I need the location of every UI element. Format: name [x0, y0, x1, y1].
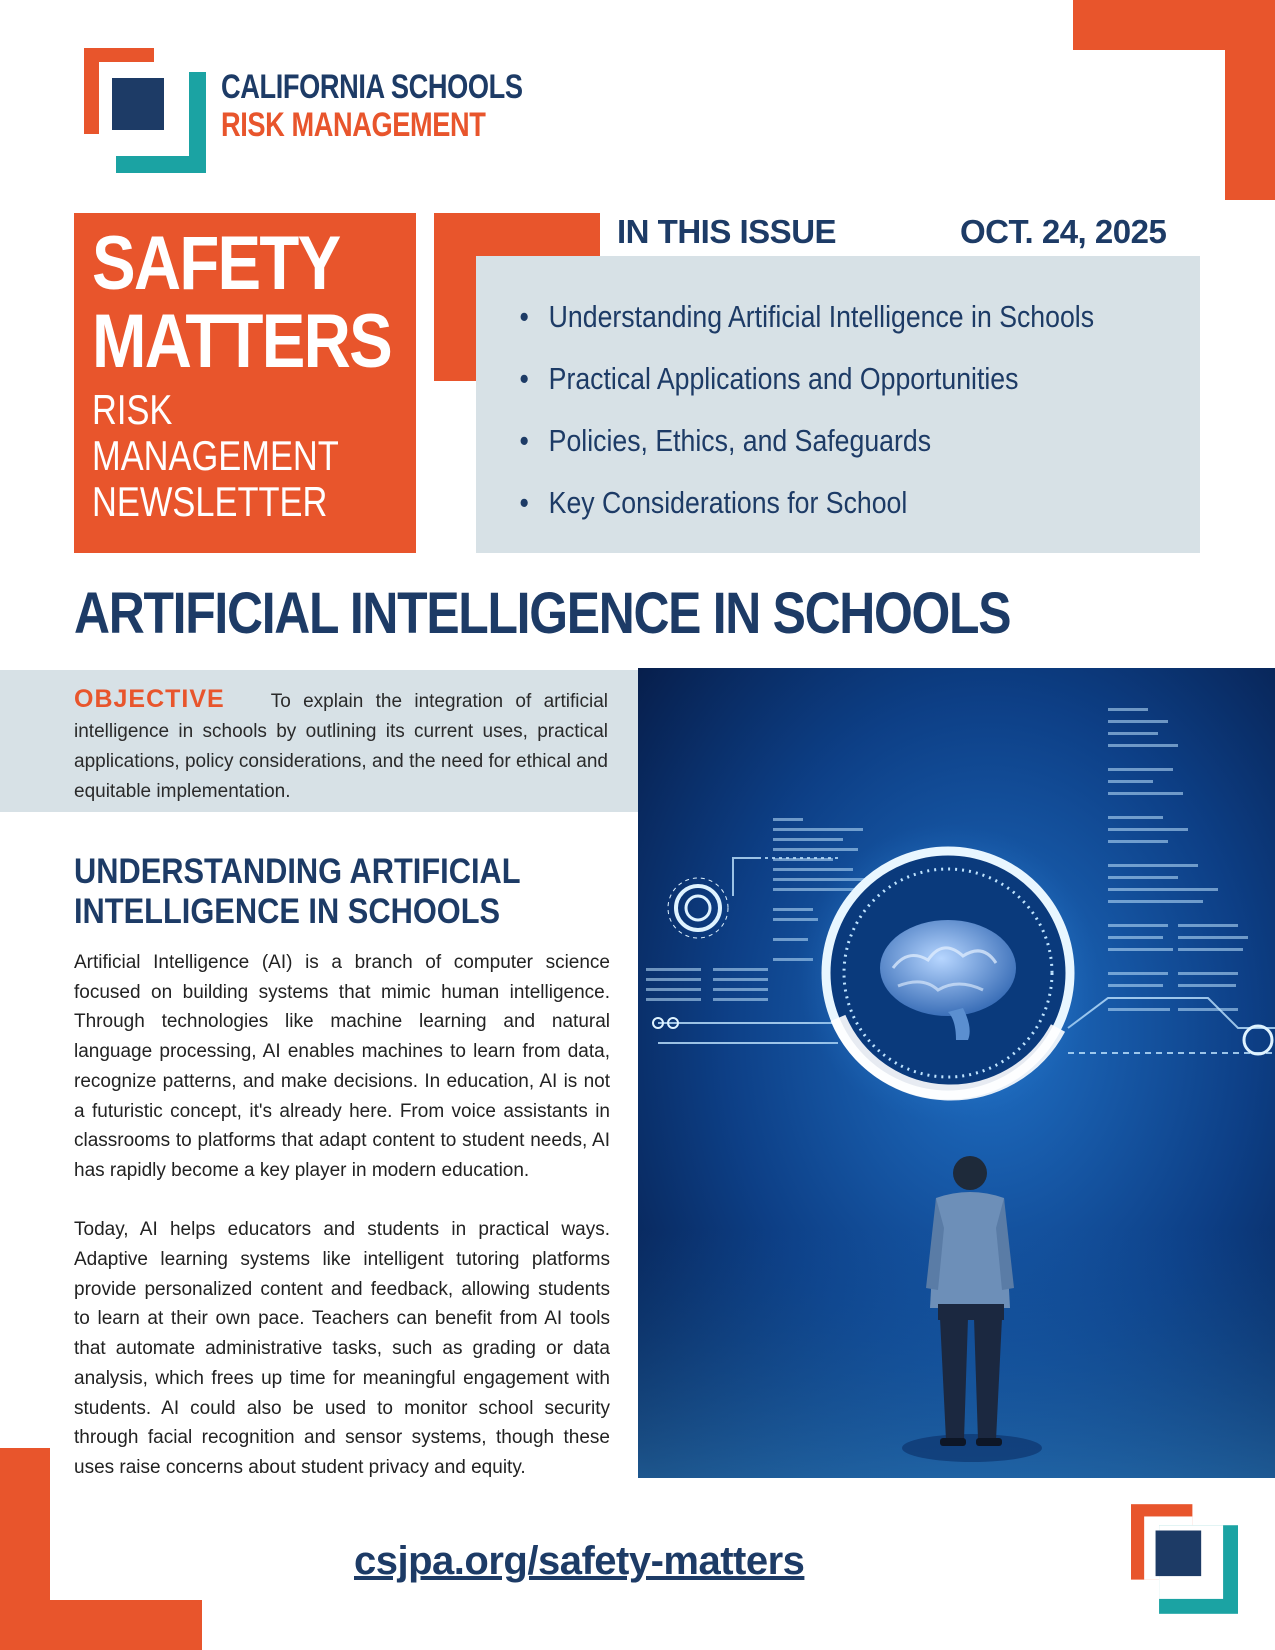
masthead-subtitle-line2: MANAGEMENT	[92, 432, 339, 479]
issue-item: • Key Considerations for School	[516, 472, 1087, 534]
masthead-subtitle-line3: NEWSLETTER	[92, 478, 328, 525]
section-title-line1: UNDERSTANDING ARTIFICIAL	[74, 852, 521, 891]
issue-heading: IN THIS ISSUE	[617, 213, 837, 250]
objective-label: OBJECTIVE	[74, 685, 225, 713]
issue-contents-panel	[476, 256, 1200, 553]
corner-accent-top-right-cutout	[1073, 50, 1225, 200]
brand-name-line1: CALIFORNIA SCHOOLS	[221, 68, 523, 106]
objective-text: To explain the integration of artificial intelligence in schools by outlining its current uses, practical applications, policy considerations, and the need for ethical and equitable implementation.	[74, 691, 608, 802]
masthead-subtitle	[92, 387, 343, 525]
section-title-line2: INTELLIGENCE IN SCHOOLS	[74, 892, 501, 931]
brand-name-line2: RISK MANAGEMENT	[221, 106, 486, 144]
issue-contents-list	[516, 286, 1180, 534]
article-body	[74, 948, 610, 1483]
article-title: ARTIFICIAL INTELLIGENCE IN SCHOOLS	[74, 581, 1011, 646]
ai-hero-illustration	[638, 668, 1275, 1478]
issue-item: • Practical Applications and Opportunities	[516, 348, 1087, 410]
masthead-subtitle-line1: RISK	[92, 386, 173, 433]
objective-paragraph	[74, 684, 608, 807]
brand-logo-small-icon	[1131, 1504, 1238, 1614]
masthead-title-line1: SAFETY	[92, 221, 340, 306]
brand-name	[221, 68, 598, 144]
article-paragraph: Today, AI helps educators and students in practical ways. Adaptive learning systems like intelligent tutoring platforms provide personalized content and feedback, allowing students to learn at their own pace. Teachers can benefit from AI tools that automate administrative tasks, such as grading or data analysis, which frees up time for meaningful engagement with students. AI could also be used to monitor school security through facial recognition and sensor systems, though these uses raise concerns about student privacy and equity.	[74, 1219, 610, 1478]
footer-link[interactable]: csjpa.org/safety-matters	[354, 1539, 805, 1583]
ai-brain-interface-image	[638, 668, 1275, 1478]
objective-panel	[0, 670, 640, 812]
masthead	[74, 213, 416, 553]
masthead-title-line2: MATTERS	[92, 299, 391, 384]
section-title	[74, 852, 521, 932]
brand-logo-icon	[84, 48, 206, 173]
article-paragraph: Artificial Intelligence (AI) is a branch of computer science focused on building systems that mimic human intelligence. Through technologies like machine learning and natural language processing, AI enables machines to learn from data, recognize patterns, and make decisions. In education, AI is not a futuristic concept, it's already here. From voice assistants in classrooms to platforms that adapt content to student needs, AI has rapidly become a key player in modern education.	[74, 952, 610, 1181]
issue-date: OCT. 24, 2025	[960, 213, 1167, 250]
issue-item: • Understanding Artificial Intelligence in Schools	[516, 286, 1087, 348]
issue-item: • Policies, Ethics, and Safeguards	[516, 410, 1087, 472]
